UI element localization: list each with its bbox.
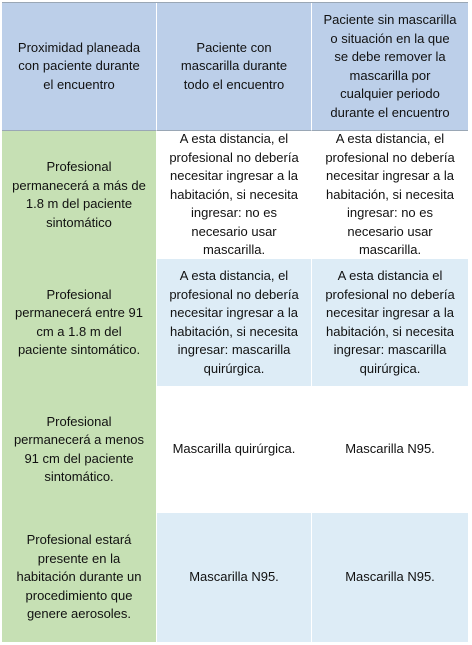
cell-aerosol-procedure-with-mask	[157, 513, 312, 642]
cell-text: A esta distancia, el profesional no debería necesitar ingresar a la habitación, si necesita ingresar: no es necesario usar mascarilla.	[325, 131, 455, 258]
row-label-aerosol-procedure	[2, 513, 157, 642]
row-label-text: Profesional permanecerá a menos 91 cm del paciente sintomático.	[13, 413, 145, 484]
cell-under-91cm-with-mask	[157, 386, 312, 513]
row-label-text: Profesional permanecerá a más de 1.8 m del paciente sintomático	[12, 159, 146, 230]
cell-text: Mascarilla N95.	[189, 569, 279, 585]
row-label-text: Profesional estará presente en la habitación durante un procedimiento que genere aerosoles.	[16, 532, 142, 622]
header-patient-without-mask	[312, 3, 468, 131]
cell-under-91cm-without-mask	[312, 386, 468, 513]
cell-91cm-to-1-8m-with-mask	[157, 259, 312, 386]
header-proximity-text: Proximidad planeada con paciente durante el encuentro	[17, 39, 141, 92]
cell-over-1-8m-with-mask	[157, 131, 312, 259]
cell-text: A esta distancia, el profesional no debería necesitar ingresar a la habitación, si necesita ingresar: mascarilla quirúrgica.	[169, 268, 299, 376]
cell-text: Mascarilla quirúrgica.	[172, 441, 296, 457]
row-label-over-1-8m	[2, 131, 157, 259]
row-label-91cm-to-1-8m	[2, 259, 157, 386]
cell-text: A esta distancia el profesional no debería necesitar ingresar a la habitación, si necesita ingresar: mascarilla quirúrgica.	[325, 268, 455, 376]
cell-91cm-to-1-8m-without-mask	[312, 259, 468, 386]
header-patient-with-mask-text: Paciente con mascarilla durante todo el encuentro	[180, 39, 288, 92]
cell-over-1-8m-without-mask	[312, 131, 468, 259]
row-label-text: Profesional permanecerá entre 91 cm a 1.8 m del paciente sintomático.	[15, 286, 143, 357]
row-label-under-91cm	[2, 386, 157, 513]
cell-text: Mascarilla N95.	[345, 441, 435, 457]
ppe-recommendation-table	[2, 2, 468, 641]
cell-aerosol-procedure-without-mask	[312, 513, 468, 642]
cell-text: A esta distancia, el profesional no debería necesitar ingresar a la habitación, si necesita ingresar: no es necesario usar mascarilla.	[169, 131, 299, 258]
header-patient-with-mask	[157, 3, 312, 131]
cell-text: Mascarilla N95.	[345, 569, 435, 585]
header-patient-without-mask-text: Paciente sin mascarilla o situación en la que se debe remover la mascarilla por cualquier periodo durante el encuentro	[323, 12, 457, 120]
header-proximity	[2, 3, 157, 131]
